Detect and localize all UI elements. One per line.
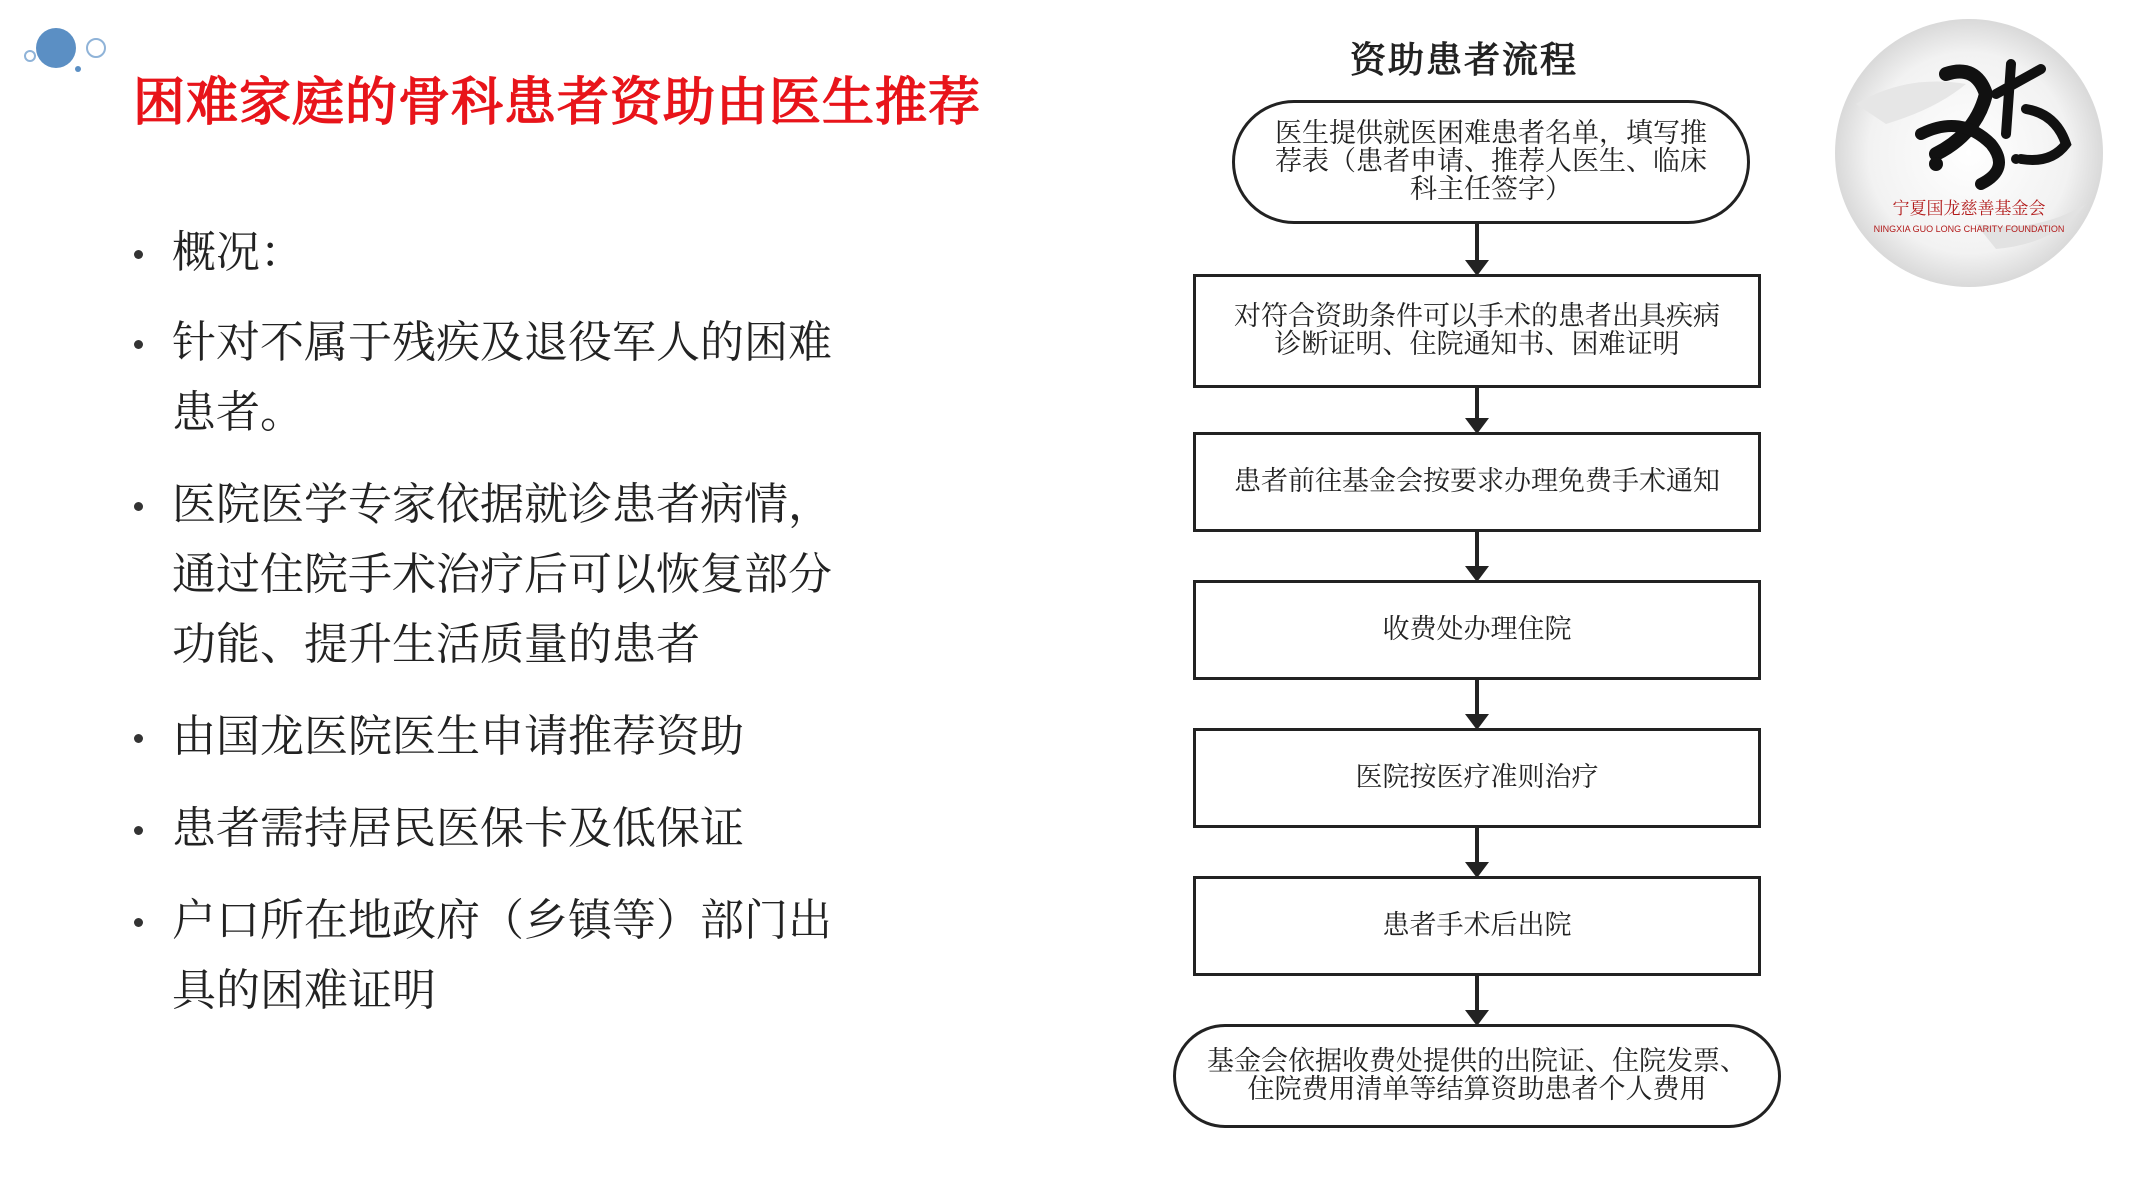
svg-text:宁夏国龙慈善基金会: 宁夏国龙慈善基金会 — [1892, 199, 2046, 219]
bullet-dot-icon — [134, 826, 143, 835]
bullet-dot-icon — [134, 250, 143, 259]
bullet-item: 由国龙医院医生申请推荐资助 — [130, 702, 810, 772]
decorative-circle-ring — [86, 38, 106, 58]
flow-arrow — [1475, 388, 1479, 420]
bullet-item: 患者需持居民医保卡及低保证 — [130, 794, 810, 864]
flow-arrow — [1475, 532, 1479, 568]
bullet-dot-icon — [134, 502, 143, 511]
flow-arrow — [1475, 224, 1479, 262]
svg-text:NINGXIA GUO LONG CHARITY FOUND: NINGXIA GUO LONG CHARITY FOUNDATION — [1873, 224, 2065, 234]
bullet-dot-icon — [134, 918, 143, 927]
bullet-dot-icon — [134, 340, 143, 349]
flow-step-7: 基金会依据收费处提供的出院证、住院发票、住院费用清单等结算资助患者个人费用 — [1173, 1024, 1781, 1128]
flow-step-1: 医生提供就医困难患者名单，填写推荐表（患者申请、推荐人医生、临床科主任签字） — [1232, 100, 1750, 224]
foundation-logo-icon — [1826, 14, 2112, 292]
slide-title: 困难家庭的骨科患者资助由医生推荐 — [133, 73, 982, 133]
bullet-item: 医院医学专家依据就诊患者病情，通过住院手术治疗后可以恢复部分功能、提升生活质量的患者 — [130, 470, 832, 680]
flow-arrow — [1475, 976, 1479, 1012]
flow-arrow — [1475, 680, 1479, 716]
decorative-circle-small — [24, 50, 36, 62]
bullet-dot-icon — [134, 734, 143, 743]
bullet-item: 针对不属于残疾及退役军人的困难患者。 — [130, 308, 832, 448]
flow-step-6: 患者手术后出院 — [1193, 876, 1761, 976]
bullet-item: 概况： — [130, 218, 810, 288]
bullet-list — [130, 218, 832, 1048]
flow-step-2: 对符合资助条件可以手术的患者出具疾病诊断证明、住院通知书、困难证明 — [1193, 274, 1761, 388]
bullet-item: 户口所在地政府（乡镇等）部门出具的困难证明 — [130, 886, 832, 1026]
flow-step-3: 患者前往基金会按要求办理免费手术通知 — [1193, 432, 1761, 532]
flow-arrow — [1475, 828, 1479, 864]
flow-step-5: 医院按医疗准则治疗 — [1193, 728, 1761, 828]
foundation-logo — [1826, 14, 2112, 292]
decorative-circle-large — [36, 28, 76, 68]
flow-step-4: 收费处办理住院 — [1193, 580, 1761, 680]
flowchart-title: 资助患者流程 — [1350, 40, 1579, 81]
decorative-circle-dot — [75, 66, 81, 72]
